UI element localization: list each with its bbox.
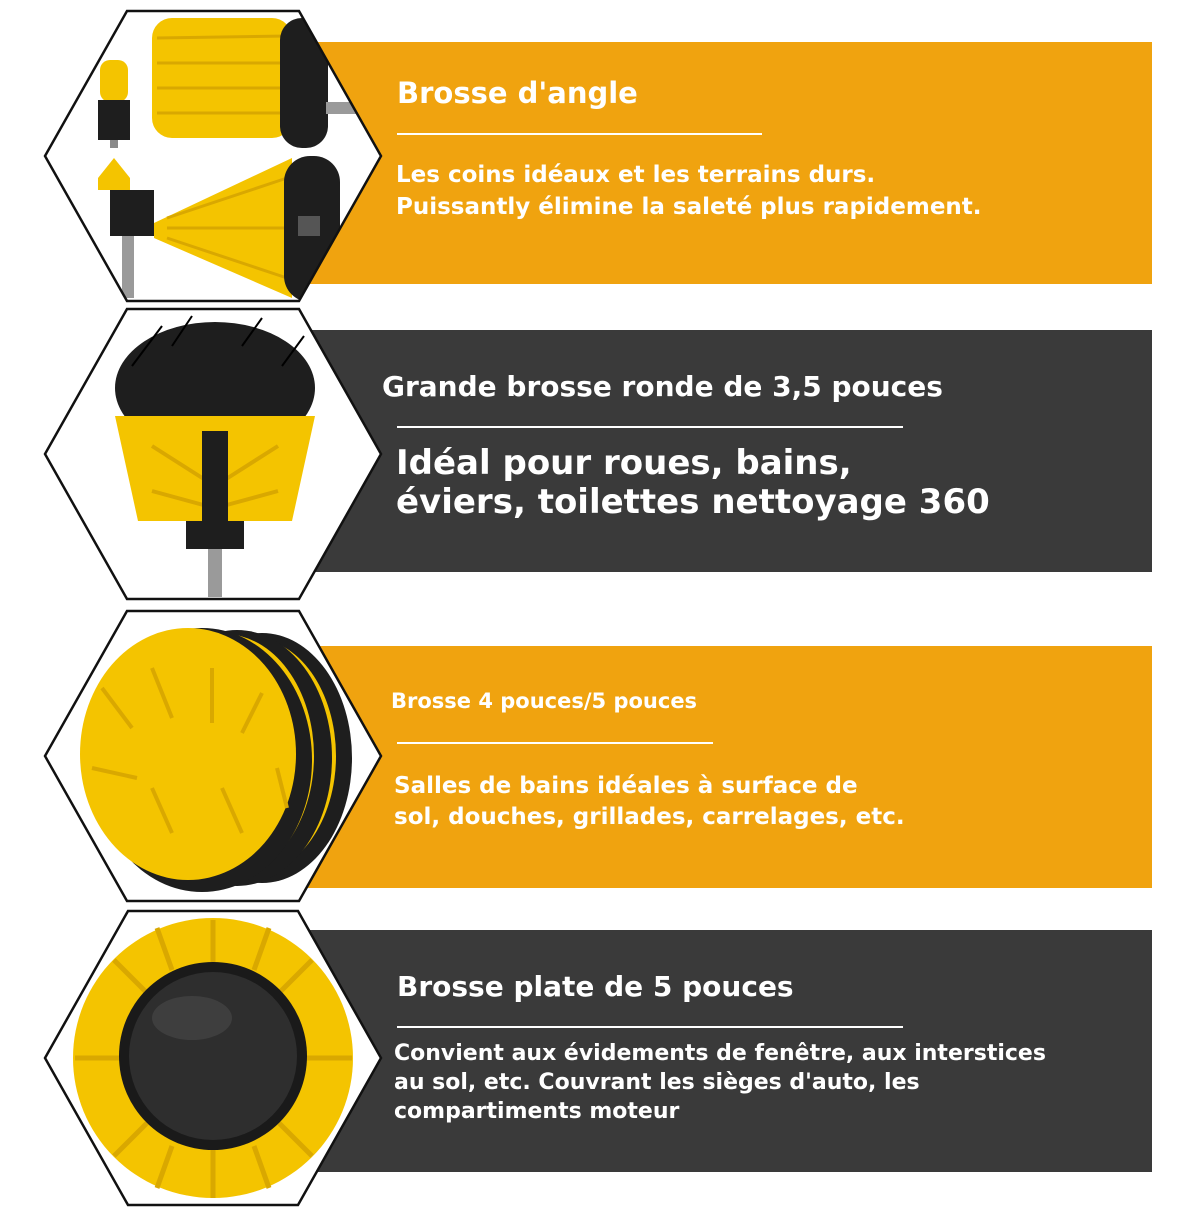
- section-1-description: Les coins idéaux et les terrains durs. Puissantly élimine la saleté plus rapidement.: [396, 162, 982, 220]
- disc-brushes-image: [42, 608, 384, 904]
- section-3-banner: [300, 646, 1152, 888]
- section-1-divider: [397, 133, 762, 135]
- flat-brush-image: [42, 908, 384, 1208]
- corner-brushes-image: [42, 8, 384, 304]
- section-4-divider: [397, 1026, 903, 1028]
- section-3-divider: [397, 742, 713, 744]
- section-3-title: Brosse 4 pouces/5 pouces: [391, 689, 698, 713]
- section-1-title: Brosse d'angle: [397, 76, 638, 110]
- round-brush-image: [42, 306, 384, 602]
- section-4-description: Convient aux évidements de fenêtre, aux interstices au sol, etc. Couvrant les sièges d'auto, les compartiments moteur: [394, 1041, 1046, 1124]
- section-4-title: Brosse plate de 5 pouces: [397, 970, 794, 1003]
- section-3-description: Salles de bains idéales à surface de sol, douches, grillades, carrelages, etc.: [394, 773, 905, 830]
- section-2-description: Idéal pour roues, bains, éviers, toilettes nettoyage 360: [396, 443, 990, 522]
- section-2-divider: [397, 426, 903, 428]
- section-2-title: Grande brosse ronde de 3,5 pouces: [382, 370, 943, 403]
